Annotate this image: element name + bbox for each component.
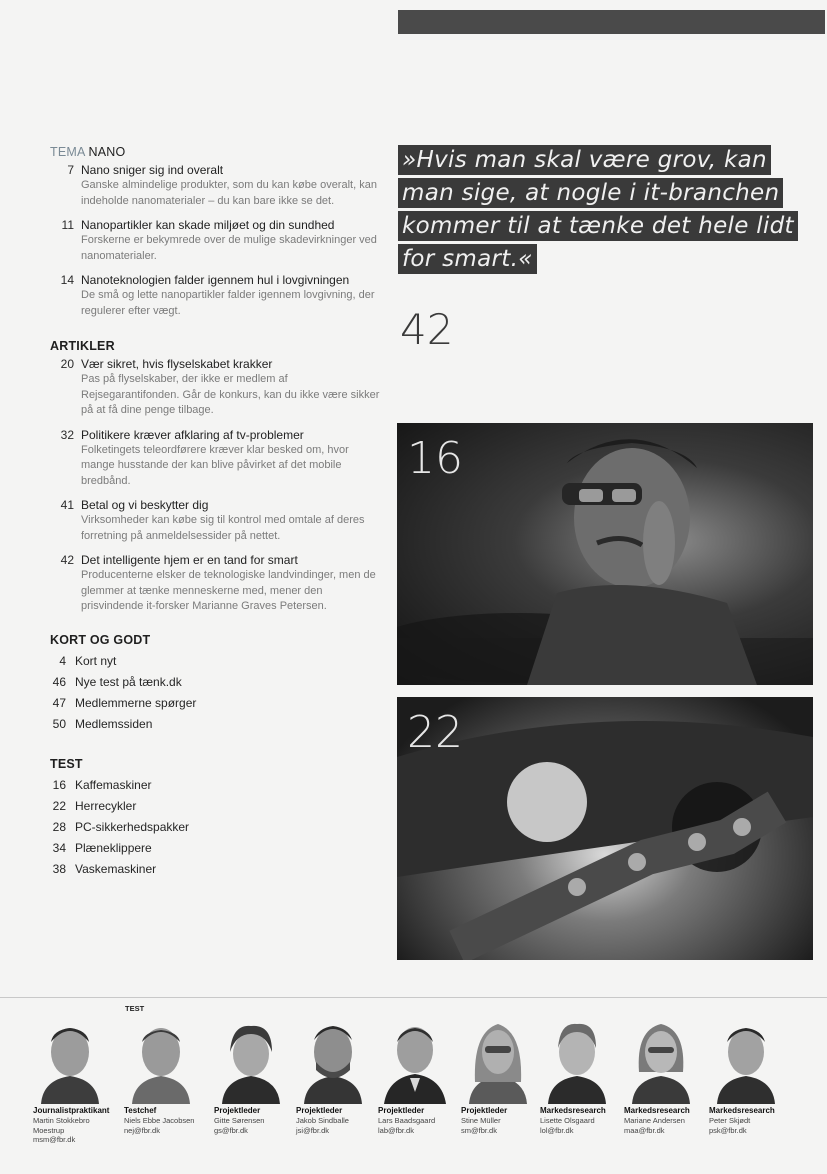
- item-label: Kort nyt: [75, 653, 117, 668]
- staff-email[interactable]: msm@fbr.dk: [33, 1135, 76, 1144]
- page-number: 22: [52, 798, 66, 813]
- page-number: 50: [52, 716, 66, 731]
- test-staff-label: TEST: [125, 1004, 145, 1013]
- staff-email[interactable]: lol@fbr.dk: [540, 1125, 574, 1135]
- staff-member: [124, 1012, 206, 1135]
- staff-name: Jakob Sindballe: [296, 1116, 349, 1125]
- staff-role: Projektleder: [214, 1106, 261, 1115]
- staff-role: Projektleder: [378, 1106, 425, 1115]
- item-label: Medlemssiden: [75, 716, 153, 731]
- staff-member: [296, 1012, 378, 1135]
- page-number: 7: [67, 163, 74, 177]
- entry-desc: Forskerne er bekymrede over de mulige skadevirkninger ved nanomaterialer.: [81, 234, 377, 262]
- list-item[interactable]: [50, 714, 380, 735]
- staff-name: Lisette Olsgaard: [540, 1116, 595, 1125]
- staff-name: Stine Müller: [461, 1116, 501, 1125]
- portrait-photo: [540, 1012, 614, 1104]
- entry-desc: Ganske almindelige produkter, som du kan købe overalt, kan indeholde nanomaterialer – du kan bare ikke se det.: [81, 179, 377, 207]
- staff-role: Projektleder: [461, 1106, 508, 1115]
- staff-role: Markedsresearch: [624, 1106, 690, 1115]
- section-heading-kort: KORT OG GODT: [50, 632, 151, 647]
- staff-role: Markedsresearch: [540, 1106, 606, 1115]
- portrait-photo: [124, 1012, 198, 1104]
- page-number: 46: [52, 674, 66, 689]
- staff-email[interactable]: sm@fbr.dk: [461, 1125, 497, 1135]
- quote-page-number[interactable]: 42: [400, 305, 454, 354]
- staff-name-extra: Moestrup: [33, 1125, 65, 1135]
- page-number: 11: [61, 218, 74, 232]
- quote-line: kommer til at tænke det hele lidt: [398, 211, 798, 241]
- entry-title: Nanoteknologien falder igennem hul i lovgivningen: [81, 273, 350, 287]
- staff-role: Testchef: [124, 1106, 157, 1115]
- staff-name: Martin Stokkebro: [33, 1116, 90, 1125]
- entry-desc: Producenterne elsker de teknologiske landvindinger, men de glemmer at tænke menneskerne med, mener den prisvindende it-forsker Marianne Graves Petersen.: [81, 569, 376, 612]
- toc-entry[interactable]: [50, 273, 380, 319]
- page-number: 16: [52, 777, 66, 792]
- list-item[interactable]: [50, 693, 380, 714]
- staff-name: Niels Ebbe Jacobsen: [124, 1116, 195, 1125]
- toc-entry[interactable]: [50, 218, 380, 264]
- toc-entry[interactable]: [50, 553, 380, 615]
- staff-divider: [0, 997, 827, 998]
- bicycle-chain-photo[interactable]: [397, 697, 813, 960]
- coffee-photo[interactable]: [397, 423, 813, 685]
- portrait-photo: [214, 1012, 288, 1104]
- item-label: PC-sikkerhedspakker: [75, 819, 190, 834]
- toc-entry[interactable]: [50, 357, 380, 419]
- section-heading-tema: [50, 145, 380, 159]
- quote-line: »Hvis man skal være grov, kan: [398, 145, 771, 175]
- table-of-contents: [50, 145, 380, 896]
- staff-strip: [30, 1012, 820, 1162]
- list-item[interactable]: [50, 859, 380, 880]
- item-label: Medlemmerne spørger: [75, 695, 197, 710]
- portrait-photo: [33, 1012, 107, 1104]
- staff-role: Projektleder: [296, 1106, 343, 1115]
- page-number: 14: [60, 273, 74, 287]
- portrait-photo: [378, 1012, 452, 1104]
- list-item[interactable]: [50, 817, 380, 838]
- staff-member: [378, 1012, 460, 1135]
- section-test: [50, 757, 380, 880]
- staff-name: Mariane Andersen: [624, 1116, 685, 1125]
- list-item[interactable]: [50, 796, 380, 817]
- entry-desc: Pas på flyselskaber, der ikke er medlem af Rejsegarantifonden. Går de konkurs, kan du ikke være sikker på at få dine penge tilbage.: [81, 373, 380, 416]
- staff-member: [33, 1012, 115, 1145]
- quote-line: for smart.«: [398, 244, 537, 274]
- page-number: 41: [60, 498, 74, 512]
- staff-role: Journalistpraktikant: [33, 1106, 110, 1115]
- quote-line: man sige, at nogle i it-branchen: [398, 178, 783, 208]
- list-item[interactable]: [50, 775, 380, 796]
- section-artikler: [50, 339, 380, 615]
- top-dark-bar: [398, 10, 825, 34]
- list-item[interactable]: [50, 672, 380, 693]
- staff-name: Peter Skjødt: [709, 1116, 751, 1125]
- entry-desc: Virksomheder kan købe sig til kontrol med omtale af deres forretning på anmeldelsessider på nettet.: [81, 514, 365, 542]
- item-label: Vaskemaskiner: [75, 861, 157, 876]
- entry-title: Det intelligente hjem er en tand for smart: [81, 553, 298, 567]
- item-label: Kaffemaskiner: [75, 777, 152, 792]
- staff-member: [624, 1012, 706, 1135]
- staff-email[interactable]: jsi@fbr.dk: [296, 1125, 330, 1135]
- staff-email[interactable]: maa@fbr.dk: [624, 1125, 665, 1135]
- entry-desc: Folketingets teleordførere kræver klar besked om, hvor mange husstande der kan blive påvirket af det mobile bredbånd.: [81, 443, 349, 487]
- toc-entry[interactable]: [50, 163, 380, 209]
- page-number: 38: [52, 861, 66, 876]
- staff-role: Markedsresearch: [709, 1106, 775, 1115]
- entry-title: Vær sikret, hvis flyselskabet krakker: [81, 357, 273, 371]
- toc-entry[interactable]: [50, 428, 380, 490]
- item-label: Plæneklippere: [75, 840, 152, 855]
- page-number: 47: [52, 695, 66, 710]
- tema-heading: NANO: [88, 145, 126, 159]
- staff-name: Lars Baadsgaard: [378, 1116, 436, 1125]
- pull-quote: [398, 145, 798, 277]
- section-heading-artikler: ARTIKLER: [50, 339, 115, 353]
- staff-email[interactable]: psk@fbr.dk: [709, 1125, 747, 1135]
- page-number: 20: [60, 357, 74, 371]
- page-number: 34: [52, 840, 66, 855]
- staff-member: [709, 1012, 791, 1135]
- entry-title: Nano sniger sig ind overalt: [81, 163, 224, 177]
- entry-title: Nanopartikler kan skade miljøet og din sundhed: [81, 218, 335, 232]
- staff-member: [540, 1012, 622, 1135]
- list-item[interactable]: [50, 651, 380, 672]
- staff-email[interactable]: lab@fbr.dk: [378, 1125, 414, 1135]
- item-label: Herrecykler: [75, 798, 137, 813]
- portrait-photo: [624, 1012, 698, 1104]
- entry-desc: De små og lette nanopartikler falder igennem lovgivning, der regulerer efter vægt.: [81, 289, 375, 317]
- list-item[interactable]: [50, 838, 380, 859]
- tema-label: TEMA: [50, 145, 85, 159]
- photo-page-number: 22: [407, 707, 463, 758]
- section-kort-og-godt: [50, 633, 380, 735]
- page-number: 4: [59, 653, 66, 668]
- portrait-photo: [296, 1012, 370, 1104]
- entry-title: Politikere kræver afklaring af tv-problemer: [81, 427, 304, 442]
- portrait-photo: [461, 1012, 535, 1104]
- staff-email[interactable]: nej@fbr.dk: [124, 1125, 160, 1135]
- entry-title: Betal og vi beskytter dig: [81, 498, 209, 512]
- section-tema: [50, 145, 380, 319]
- page-number: 32: [60, 427, 74, 442]
- portrait-photo: [709, 1012, 783, 1104]
- section-heading-test: TEST: [50, 756, 83, 771]
- staff-email[interactable]: gs@fbr.dk: [214, 1125, 248, 1135]
- photo-page-number: 16: [407, 433, 463, 484]
- staff-member: [461, 1012, 543, 1135]
- staff-name: Gitte Sørensen: [214, 1116, 265, 1125]
- toc-entry[interactable]: [50, 498, 380, 544]
- staff-member: [214, 1012, 296, 1135]
- page-number: 28: [52, 819, 66, 834]
- item-label: Nye test på tænk.dk: [75, 674, 182, 689]
- page-number: 42: [60, 553, 74, 567]
